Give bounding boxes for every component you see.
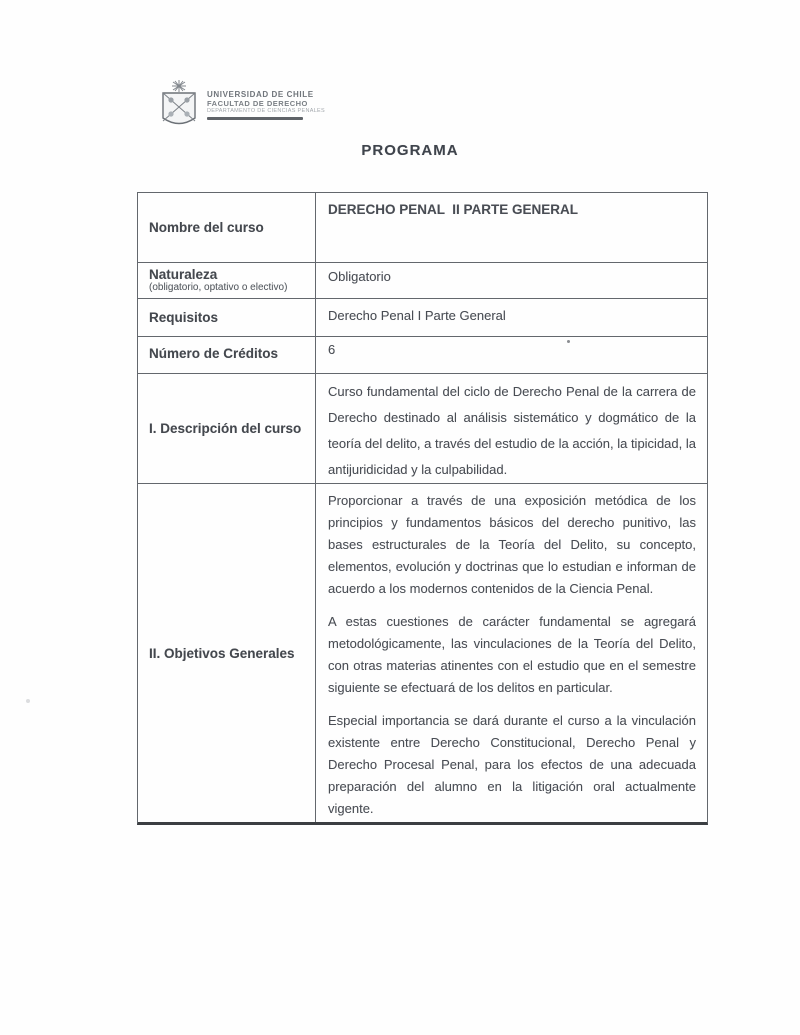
row-label: Requisitos [138, 299, 316, 336]
objetivos-paragraph-2: A estas cuestiones de carácter fundamental se agregará metodológicamente, las vinculaciones de la Teoría del Delito, con otras materias atinentes con el estudio que en el semestre siguiente se efectuará de los delitos en particular. [328, 614, 696, 695]
faculty-name: FACULTAD DE DERECHO [207, 99, 308, 108]
university-name: UNIVERSIDAD DE CHILE [207, 90, 314, 99]
document-title: PROGRAMA [361, 142, 459, 159]
table-row-descripcion-del-curso [138, 373, 707, 483]
table-row-numero-de-creditos [138, 336, 707, 373]
table-row-requisitos [138, 298, 707, 336]
objetivos-value [316, 484, 707, 822]
letterhead [158, 79, 325, 129]
naturaleza-sublabel: (obligatorio, optativo o electivo) [149, 282, 288, 293]
naturaleza-value: Obligatorio [328, 269, 391, 284]
letterhead-text [207, 79, 325, 120]
creditos-value: 6 [328, 342, 336, 357]
scan-artifact-speck [26, 699, 30, 703]
row-label: I. Descripción del curso [138, 374, 316, 483]
table-row-nombre-del-curso [138, 193, 707, 262]
descripcion-value: Curso fundamental del ciclo de Derecho Penal de la carrera de Derecho destinado al análisis sistemático y dogmático de la teoría del delito, a través del estudio de la acción, la tipicidad, la antijuridicidad y la culpabilidad. [328, 384, 696, 477]
row-label: Nombre del curso [138, 193, 316, 262]
course-program-table [137, 192, 708, 825]
objetivos-paragraph-1: Proporcionar a través de una exposición metódica de los principios y fundamentos básicos del derecho punitivo, las bases estructurales de la Teoría del Delito, su concepto, elementos, evolución y doctrinas que lo estudian e informan de acuerdo a los modernos contenidos de la Ciencia Penal. [328, 493, 696, 596]
naturaleza-label: Naturaleza [149, 267, 218, 282]
row-label: Número de Créditos [138, 337, 316, 373]
department-name: DEPARTAMENTO DE CIENCIAS PENALES [207, 108, 325, 114]
table-row-naturaleza [138, 262, 707, 298]
row-label: II. Objetivos Generales [138, 484, 316, 822]
letterhead-rule [207, 117, 303, 120]
objetivos-paragraph-3: Especial importancia se dará durante el curso a la vinculación existente entre Derecho Constitucional, Derecho Penal y Derecho Procesal Penal, para los efectos de una adecuada preparación del alumno en la litigación oral actualmente vigente. [328, 713, 696, 816]
course-name-value: DERECHO PENAL II PARTE GENERAL [328, 202, 579, 217]
scan-artifact-dot [567, 340, 570, 343]
requisitos-value: Derecho Penal I Parte General [328, 308, 506, 323]
university-crest-icon [158, 79, 200, 129]
row-label [138, 263, 316, 298]
table-row-objetivos-generales [138, 483, 707, 822]
